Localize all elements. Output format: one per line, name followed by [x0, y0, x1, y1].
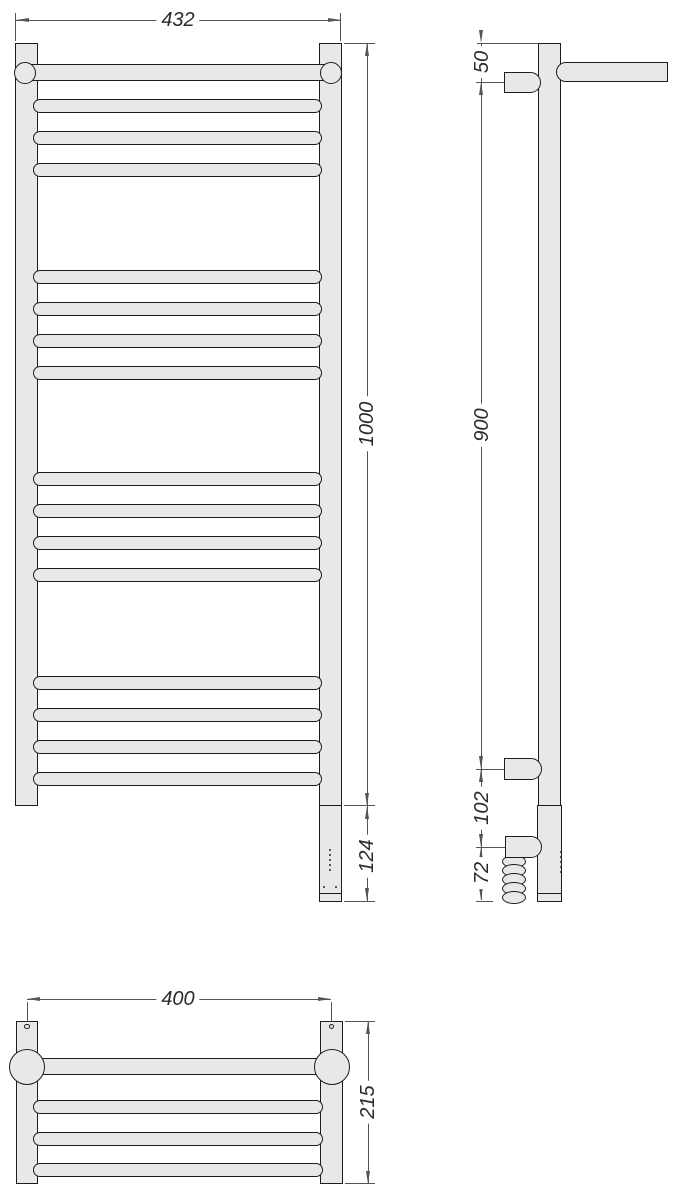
arrow-right-icon — [318, 997, 331, 1001]
arrow-down-icon — [366, 1171, 370, 1184]
mount-hole — [24, 1024, 30, 1030]
dim-label-cable: 72 — [471, 857, 493, 889]
towel-bar — [33, 1132, 323, 1146]
extension-line — [331, 1002, 332, 1022]
mount-hole — [329, 1024, 335, 1030]
left-boss — [9, 1049, 45, 1085]
extension-line — [345, 1183, 375, 1184]
dim-label-mount-width: 400 — [156, 988, 199, 1010]
dim-label-bar-span: 900 — [471, 403, 493, 446]
right-post — [320, 1021, 343, 1184]
dim-label-top-offset: 50 — [471, 46, 493, 78]
dim-label-heater-offset: 102 — [471, 786, 493, 829]
right-boss — [314, 1049, 350, 1085]
dim-label-height: 1000 — [356, 397, 378, 452]
top-towel-bar — [27, 1058, 332, 1075]
dim-label-depth: 215 — [357, 1080, 379, 1123]
dim-label-width: 432 — [156, 9, 199, 31]
towel-bar — [33, 1100, 323, 1114]
extension-line — [27, 1002, 28, 1022]
extension-line — [345, 1021, 375, 1022]
arrow-left-icon — [27, 997, 40, 1001]
dim-label-heater-box: 124 — [356, 834, 378, 877]
towel-bar — [33, 1163, 323, 1177]
arrow-up-icon — [366, 1021, 370, 1034]
